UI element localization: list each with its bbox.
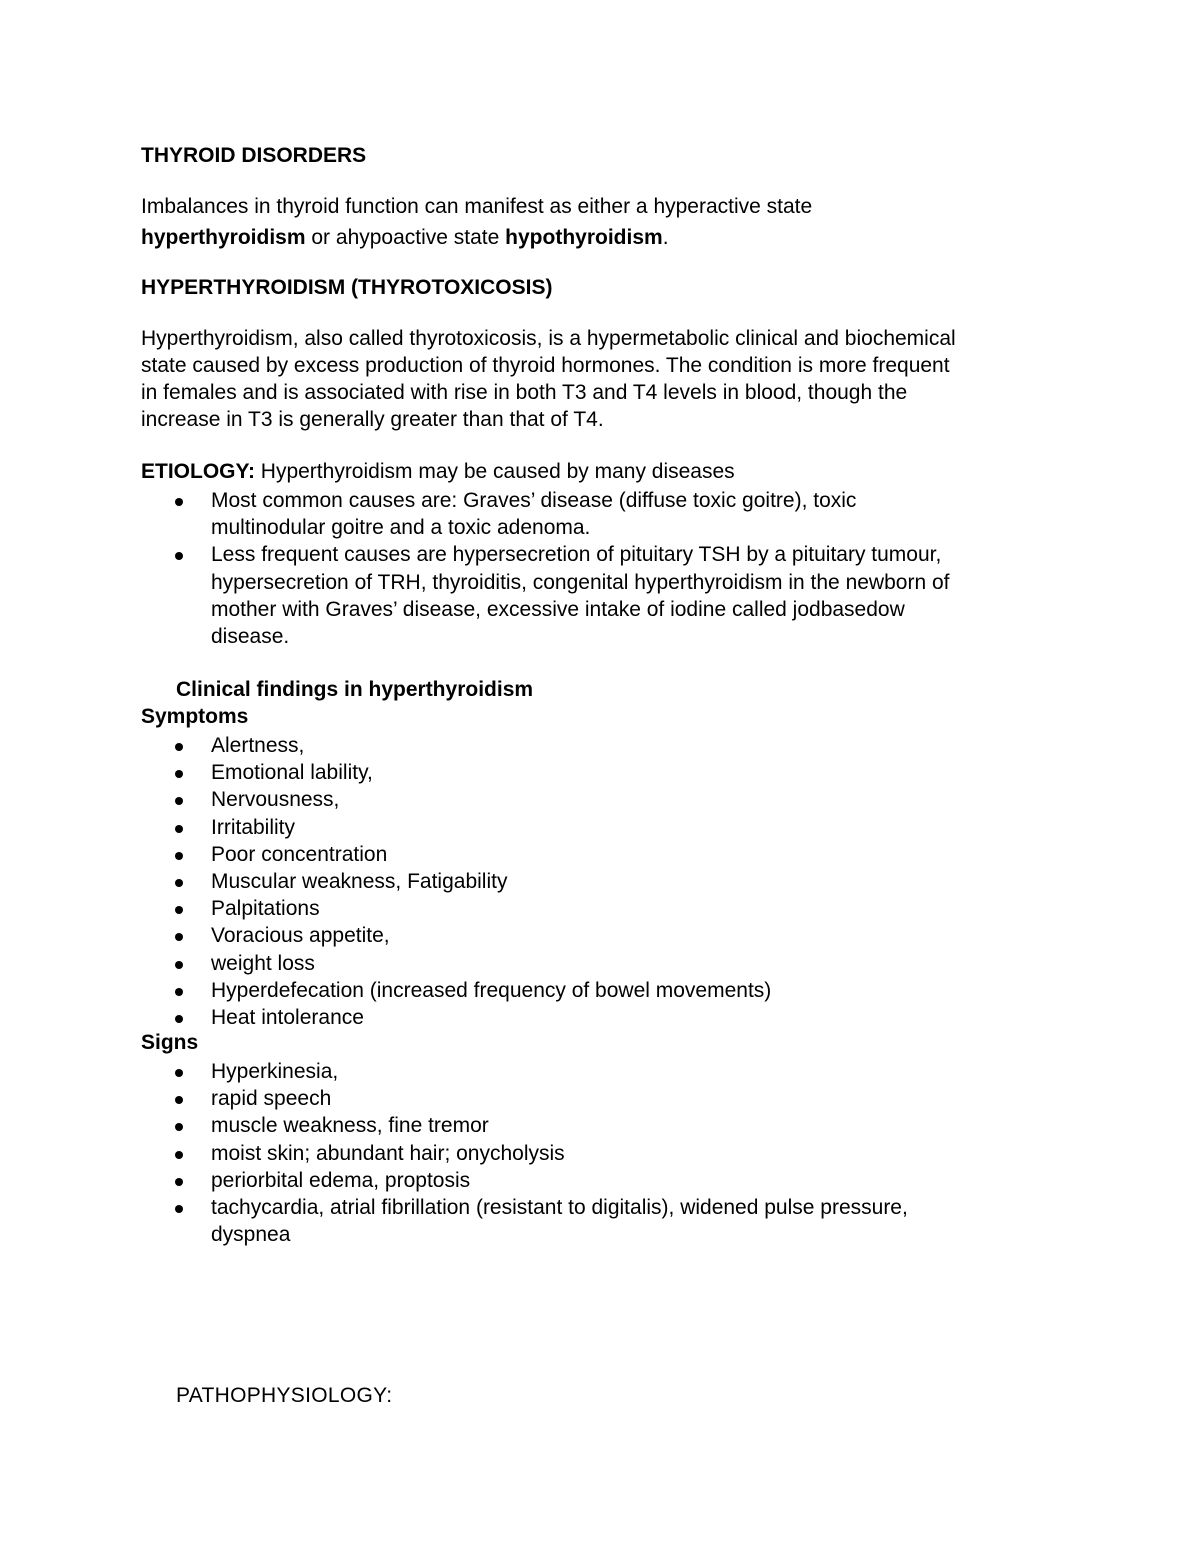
list-item: [175, 487, 949, 541]
list-item-line: disease.: [211, 625, 290, 649]
intro-connector: or ahypoactive state: [305, 226, 506, 249]
definition-line: Hyperthyroidism, also called thyrotoxicosis, is a hypermetabolic clinical and biochemical: [141, 327, 956, 350]
intro-line-2: [141, 224, 812, 251]
list-item: periorbital edema, proptosis: [175, 1167, 908, 1194]
etiology-line: [141, 460, 735, 484]
list-item: weight loss: [175, 950, 771, 977]
definition-line: state caused by excess production of thyroid hormones. The condition is more frequent: [141, 354, 950, 377]
list-item-line: hypersecretion of TRH, thyroiditis, congenital hyperthyroidism in the newborn of: [211, 570, 950, 594]
list-item-line: mother with Graves’ disease, excessive intake of iodine called jodbasedow: [211, 597, 905, 621]
list-item: Hyperkinesia,: [175, 1058, 908, 1085]
definition-line: increase in T3 is generally greater than that of T4.: [141, 408, 604, 431]
list-item: Emotional lability,: [175, 759, 771, 786]
list-item: Alertness,: [175, 732, 771, 759]
etiology-label: ETIOLOGY:: [141, 460, 255, 483]
signs-heading: Signs: [141, 1031, 199, 1054]
list-item: Irritability: [175, 814, 771, 841]
definition-line: in females and is associated with rise in both T3 and T4 levels in blood, though the: [141, 381, 908, 404]
list-item: moist skin; abundant hair; onycholysis: [175, 1140, 908, 1167]
list-item: Muscular weakness, Fatigability: [175, 868, 771, 895]
intro-end: .: [662, 226, 669, 249]
list-item: rapid speech: [175, 1085, 908, 1112]
list-item-line: Less frequent causes are hypersecretion of pituitary TSH by a pituitary tumour,: [211, 543, 942, 567]
clinical-findings-heading: Clinical findings in hyperthyroidism: [176, 678, 534, 701]
definition-paragraph: [141, 325, 956, 433]
list-item: Palpitations: [175, 895, 771, 922]
list-item: Nervousness,: [175, 786, 771, 813]
list-item: Hyperdefecation (increased frequency of bowel movements): [175, 977, 771, 1004]
signs-list: [175, 1058, 908, 1248]
term-hyperthyroidism: hyperthyroidism: [141, 226, 306, 249]
symptoms-list: [175, 732, 771, 1031]
symptoms-heading: Symptoms: [141, 705, 249, 728]
list-item-line: dyspnea: [211, 1223, 291, 1247]
pathophysiology-heading: PATHOPHYSIOLOGY:: [176, 1384, 393, 1407]
list-item-line: multinodular goitre and a toxic adenoma.: [211, 516, 591, 540]
term-hypothyroidism: hypothyroidism: [505, 226, 663, 249]
list-item: Heat intolerance: [175, 1004, 771, 1031]
list-item: Voracious appetite,: [175, 922, 771, 949]
document-title: THYROID DISORDERS: [141, 144, 367, 167]
etiology-text: Hyperthyroidism may be caused by many diseases: [254, 460, 735, 483]
list-item: [175, 1194, 908, 1248]
list-item: muscle weakness, fine tremor: [175, 1112, 908, 1139]
list-item: Poor concentration: [175, 841, 771, 868]
list-item: [175, 541, 949, 650]
intro-line-1: Imbalances in thyroid function can manifest as either a hyperactive state: [141, 195, 813, 218]
etiology-list: [175, 487, 949, 650]
list-item-line: tachycardia, atrial fibrillation (resistant to digitalis), widened pulse pressure,: [211, 1196, 908, 1220]
intro-paragraph: [141, 193, 812, 251]
list-item-line: Most common causes are: Graves’ disease (diffuse toxic goitre), toxic: [211, 489, 857, 512]
section-heading-hyperthyroidism: HYPERTHYROIDISM (THYROTOXICOSIS): [141, 276, 553, 299]
